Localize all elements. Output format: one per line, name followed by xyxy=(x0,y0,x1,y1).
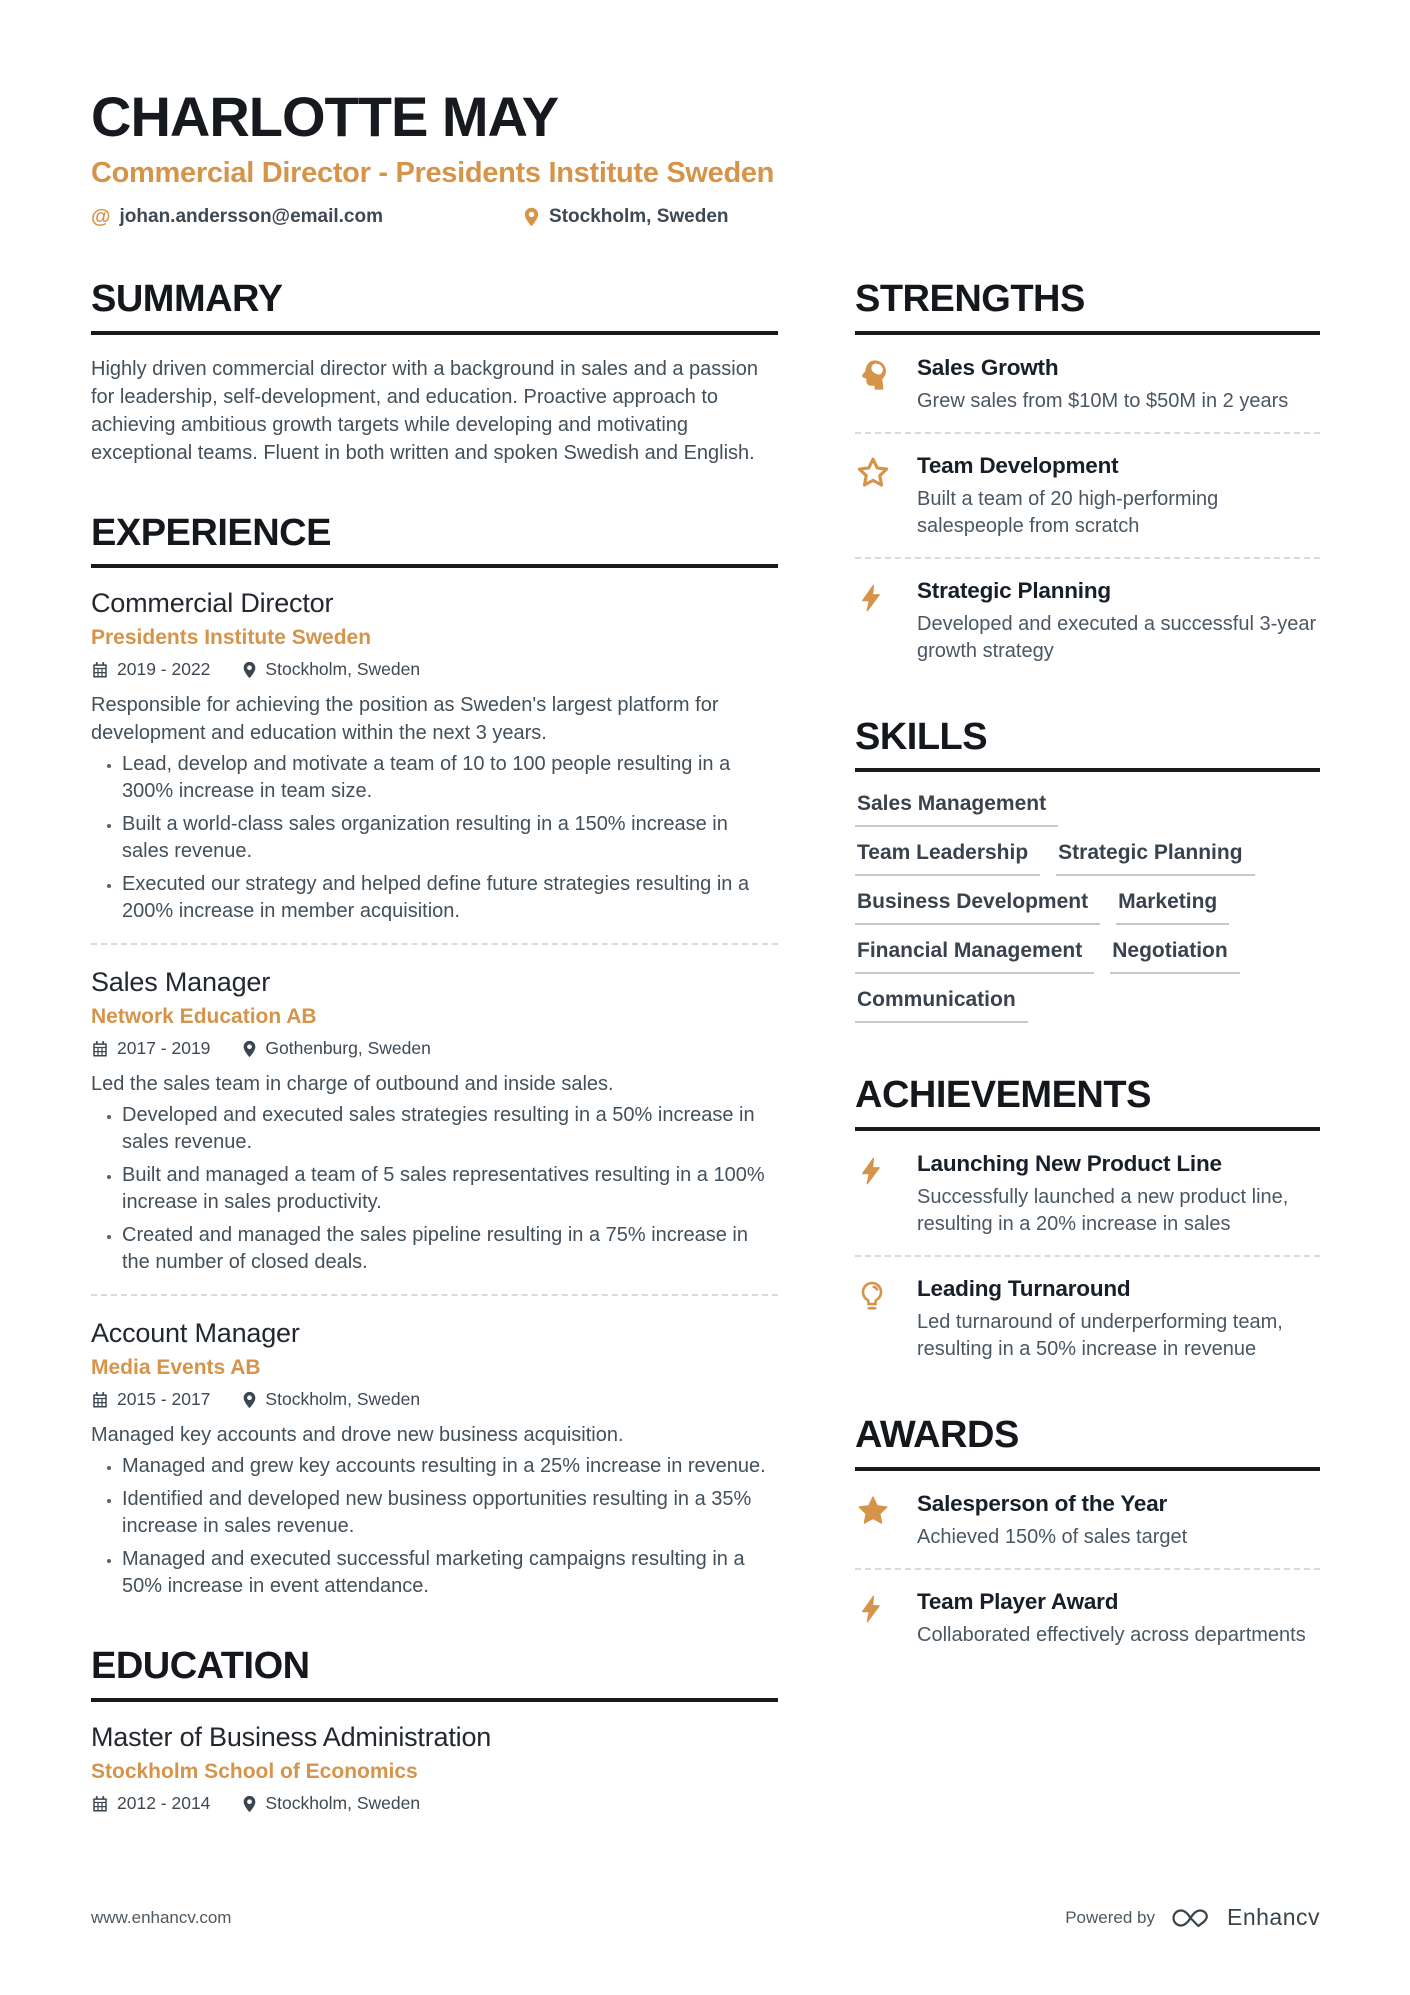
award-item xyxy=(855,1589,1320,1649)
job-dates-text: 2019 - 2022 xyxy=(117,659,211,680)
experience-section xyxy=(91,513,778,1601)
job-dates xyxy=(91,1038,210,1059)
job-bullet: • Managed and grew key accounts resulting in a 25% increase in revenue. xyxy=(122,1453,778,1480)
summary-text: Highly driven commercial director with a background in sales and a passion for leadership, self-development, and education. Proactive approach to achieving ambitious growth targets while developing and motivating exceptional teams. Fluent in both written and spoken Swedish and English. xyxy=(91,357,758,464)
job-location xyxy=(242,1389,420,1410)
job-bullets xyxy=(91,1102,778,1276)
job-location-text: Stockholm, Sweden xyxy=(265,1389,421,1410)
job-bullet: • Lead, develop and motivate a team of 10 to 100 people resulting in a 300% increase in team size. xyxy=(122,751,778,805)
skill-item: Business Development xyxy=(855,890,1100,925)
bolt-icon xyxy=(855,1591,887,1627)
powered-by-block xyxy=(1065,1904,1320,1931)
map-pin-icon xyxy=(242,661,257,679)
job-meta-row xyxy=(91,1038,778,1059)
skill-row xyxy=(855,841,1320,876)
email-link[interactable] xyxy=(91,206,383,229)
job-company: Presidents Institute Sweden xyxy=(91,626,372,650)
skill-item: Negotiation xyxy=(1110,939,1240,974)
achievements-section xyxy=(855,1075,1320,1363)
map-pin-icon xyxy=(242,1040,257,1058)
job-location-text: Gothenburg, Sweden xyxy=(265,1038,431,1059)
strength-item xyxy=(855,578,1320,665)
strength-description: Grew sales from $10M to $50M in 2 years xyxy=(917,389,1289,412)
page-footer xyxy=(91,1904,1320,1931)
school-name: Stockholm School of Economics xyxy=(91,1760,418,1784)
job-bullet: • Executed our strategy and helped define future strategies resulting in a 200% increase in member acquisition. xyxy=(122,871,778,925)
job-divider xyxy=(91,1294,778,1296)
skill-item: Sales Management xyxy=(855,792,1058,827)
strength-title: Strategic Planning xyxy=(917,577,1111,603)
skill-row xyxy=(855,890,1320,925)
skill-row xyxy=(855,939,1320,974)
job-meta-row xyxy=(91,659,778,680)
awards-heading: AWARDS xyxy=(855,1415,1320,1471)
email-text: johan.andersson@email.com xyxy=(119,206,384,228)
award-description: Collaborated effectively across departments xyxy=(917,1623,1306,1646)
awards-section xyxy=(855,1415,1320,1649)
award-item xyxy=(855,1491,1320,1551)
candidate-title: Commercial Director - Presidents Institute Sweden xyxy=(91,156,775,189)
skill-item: Strategic Planning xyxy=(1056,841,1254,876)
education-location xyxy=(242,1793,420,1814)
enhancv-logo-icon xyxy=(1169,1905,1213,1931)
strengths-section xyxy=(855,279,1320,665)
calendar-icon xyxy=(91,1795,109,1813)
job-entry xyxy=(91,1318,778,1600)
award-title: Team Player Award xyxy=(917,1588,1119,1614)
strengths-heading: STRENGTHS xyxy=(855,279,1320,335)
education-section xyxy=(91,1646,778,1814)
strength-item xyxy=(855,453,1320,540)
education-dates xyxy=(91,1793,210,1814)
achievement-description: Successfully launched a new product line, resulting in a 20% increase in sales xyxy=(917,1186,1289,1236)
strength-title: Sales Growth xyxy=(917,354,1059,380)
two-column-layout xyxy=(91,279,1320,1825)
main-column xyxy=(91,279,778,1825)
achievements-heading: ACHIEVEMENTS xyxy=(855,1075,1320,1131)
job-bullet: • Developed and executed sales strategies resulting in a 50% increase in sales revenue. xyxy=(122,1102,778,1156)
job-bullet: • Built and managed a team of 5 sales representatives resulting in a 100% increase in sales productivity. xyxy=(122,1162,778,1216)
education-meta-row xyxy=(91,1793,778,1814)
star-filled-icon xyxy=(855,1493,891,1529)
skill-item: Marketing xyxy=(1116,890,1229,925)
achievement-description: Led turnaround of underperforming team, resulting in a 50% increase in revenue xyxy=(917,1311,1283,1361)
skills-heading: SKILLS xyxy=(855,717,1320,773)
experience-heading: EXPERIENCE xyxy=(91,513,778,569)
job-location xyxy=(242,659,420,680)
candidate-name: CHARLOTTE MAY xyxy=(91,85,559,148)
map-pin-icon xyxy=(242,1795,257,1813)
job-description: Led the sales team in charge of outbound and inside sales. xyxy=(91,1073,614,1096)
calendar-icon xyxy=(91,1391,109,1409)
at-icon: @ xyxy=(91,205,111,228)
skills-section xyxy=(855,717,1320,1024)
footer-website-link[interactable]: www.enhancv.com xyxy=(91,1907,232,1927)
lightbulb-icon xyxy=(855,1278,889,1314)
strength-divider xyxy=(855,432,1320,434)
head-brain-icon xyxy=(855,357,891,393)
calendar-icon xyxy=(91,661,109,679)
skill-item: Team Leadership xyxy=(855,841,1040,876)
degree-title: Master of Business Administration xyxy=(91,1722,492,1753)
job-description: Managed key accounts and drove new business acquisition. xyxy=(91,1424,624,1447)
achievement-title: Launching New Product Line xyxy=(917,1151,1222,1177)
location-item xyxy=(523,206,728,228)
job-meta-row xyxy=(91,1389,778,1410)
achievement-item xyxy=(855,1151,1320,1238)
contact-row xyxy=(91,206,1320,229)
map-pin-icon xyxy=(523,207,540,227)
job-dates xyxy=(91,1389,210,1410)
calendar-icon xyxy=(91,1040,109,1058)
award-title: Salesperson of the Year xyxy=(917,1490,1168,1516)
achievement-divider xyxy=(855,1255,1320,1257)
resume-header xyxy=(91,85,1320,229)
achievement-title: Leading Turnaround xyxy=(917,1276,1131,1302)
job-company: Network Education AB xyxy=(91,1005,317,1029)
job-bullets xyxy=(91,751,778,925)
job-location xyxy=(242,1038,430,1059)
award-divider xyxy=(855,1568,1320,1570)
achievement-item xyxy=(855,1276,1320,1363)
enhancv-brand-text: Enhancv xyxy=(1226,1904,1320,1930)
job-title: Sales Manager xyxy=(91,967,271,998)
bolt-icon xyxy=(855,1153,887,1189)
job-entry xyxy=(91,967,778,1276)
skill-row xyxy=(855,988,1320,1023)
powered-by-label: Powered by xyxy=(1065,1907,1155,1927)
education-heading: EDUCATION xyxy=(91,1646,778,1702)
strength-description: Built a team of 20 high-performing salespeople from scratch xyxy=(917,487,1219,537)
job-location-text: Stockholm, Sweden xyxy=(265,659,421,680)
sidebar-column xyxy=(855,279,1320,1825)
strength-item xyxy=(855,355,1320,415)
job-dates-text: 2015 - 2017 xyxy=(117,1389,211,1410)
job-dates xyxy=(91,659,210,680)
map-pin-icon xyxy=(242,1391,257,1409)
summary-section xyxy=(91,279,778,467)
job-title: Account Manager xyxy=(91,1318,300,1349)
award-description: Achieved 150% of sales target xyxy=(917,1525,1188,1548)
job-description: Responsible for achieving the position as Sweden's largest platform for development and education within the next 3 years. xyxy=(91,694,719,745)
job-bullet: • Created and managed the sales pipeline resulting in a 75% increase in the number of closed deals. xyxy=(122,1222,778,1276)
job-bullets xyxy=(91,1453,778,1600)
job-bullet: • Identified and developed new business opportunities resulting in a 35% increase in sales revenue. xyxy=(122,1486,778,1540)
education-dates-text: 2012 - 2014 xyxy=(117,1793,211,1814)
job-bullet: • Built a world-class sales organization resulting in a 150% increase in sales revenue. xyxy=(122,811,778,865)
job-entry xyxy=(91,588,778,925)
education-location-text: Stockholm, Sweden xyxy=(265,1793,421,1814)
job-bullet: • Managed and executed successful marketing campaigns resulting in a 50% increase in event attendance. xyxy=(122,1546,778,1600)
skill-item: Communication xyxy=(855,988,1028,1023)
job-divider xyxy=(91,943,778,945)
skill-row xyxy=(855,792,1320,827)
strength-title: Team Development xyxy=(917,452,1119,478)
location-text: Stockholm, Sweden xyxy=(549,206,729,228)
summary-heading: SUMMARY xyxy=(91,279,778,335)
job-dates-text: 2017 - 2019 xyxy=(117,1038,211,1059)
star-outline-icon xyxy=(855,455,891,491)
skill-item: Financial Management xyxy=(855,939,1094,974)
strength-description: Developed and executed a successful 3-year growth strategy xyxy=(917,612,1317,662)
job-title: Commercial Director xyxy=(91,588,334,619)
bolt-icon xyxy=(855,580,887,616)
job-company: Media Events AB xyxy=(91,1356,261,1380)
strength-divider xyxy=(855,557,1320,559)
